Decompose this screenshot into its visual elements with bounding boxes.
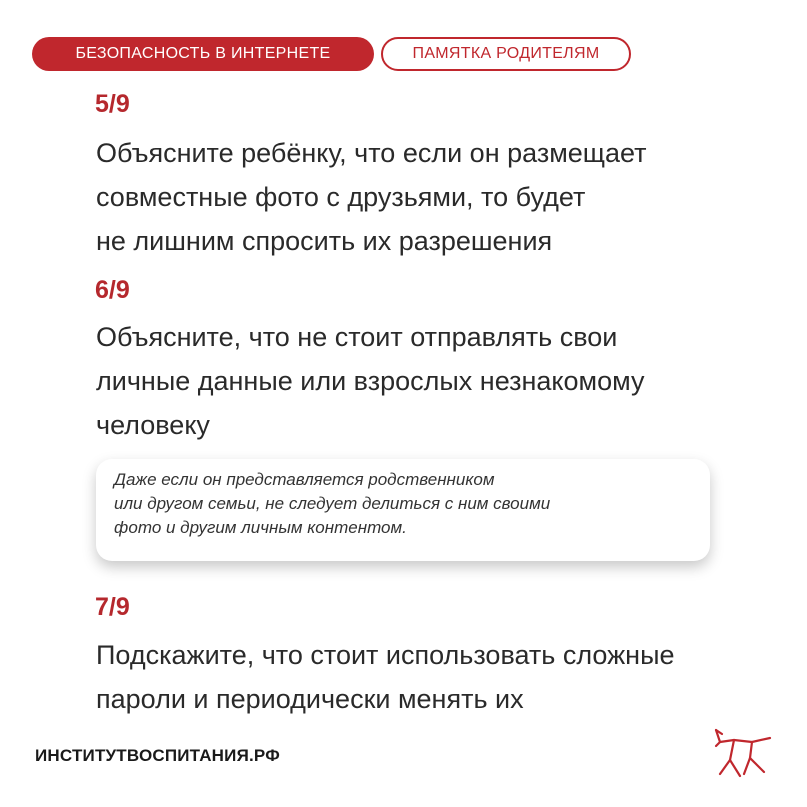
item-text-line: Объясните, что не стоит отправлять свои bbox=[96, 322, 618, 352]
item-text-line: совместные фото с друзьями, то будет bbox=[96, 182, 586, 212]
footer-site-link[interactable]: ИНСТИТУТВОСПИТАНИЯ.РФ bbox=[35, 746, 280, 765]
horse-logo-icon bbox=[712, 726, 772, 778]
note-line: фото и другим личным контентом. bbox=[114, 518, 407, 537]
item-text-5 bbox=[96, 131, 647, 263]
item-text-line: личные данные или взрослых незнакомому bbox=[96, 366, 645, 396]
item-text-line: человеку bbox=[96, 410, 210, 440]
subcategory-tag: ПАМЯТКА РОДИТЕЛЯМ bbox=[381, 37, 631, 71]
item-text-line: пароли и периодически менять их bbox=[96, 684, 524, 714]
item-text-line: Подскажите, что стоит использовать сложные bbox=[96, 640, 675, 670]
item-number-7: 7/9 bbox=[95, 593, 130, 621]
item-number-5: 5/9 bbox=[95, 90, 130, 118]
category-tag: БЕЗОПАСНОСТЬ В ИНТЕРНЕТЕ bbox=[32, 37, 374, 71]
note-card bbox=[96, 459, 710, 561]
note-line: Даже если он представляется родственником bbox=[114, 470, 495, 489]
item-text-6 bbox=[96, 315, 645, 447]
item-number-6: 6/9 bbox=[95, 276, 130, 304]
item-text-line: не лишним спросить их разрешения bbox=[96, 226, 553, 256]
item-text-7 bbox=[96, 633, 675, 721]
note-line: или другом семьи, не следует делиться с ним своими bbox=[114, 494, 551, 513]
item-text-line: Объясните ребёнку, что если он размещает bbox=[96, 138, 647, 168]
